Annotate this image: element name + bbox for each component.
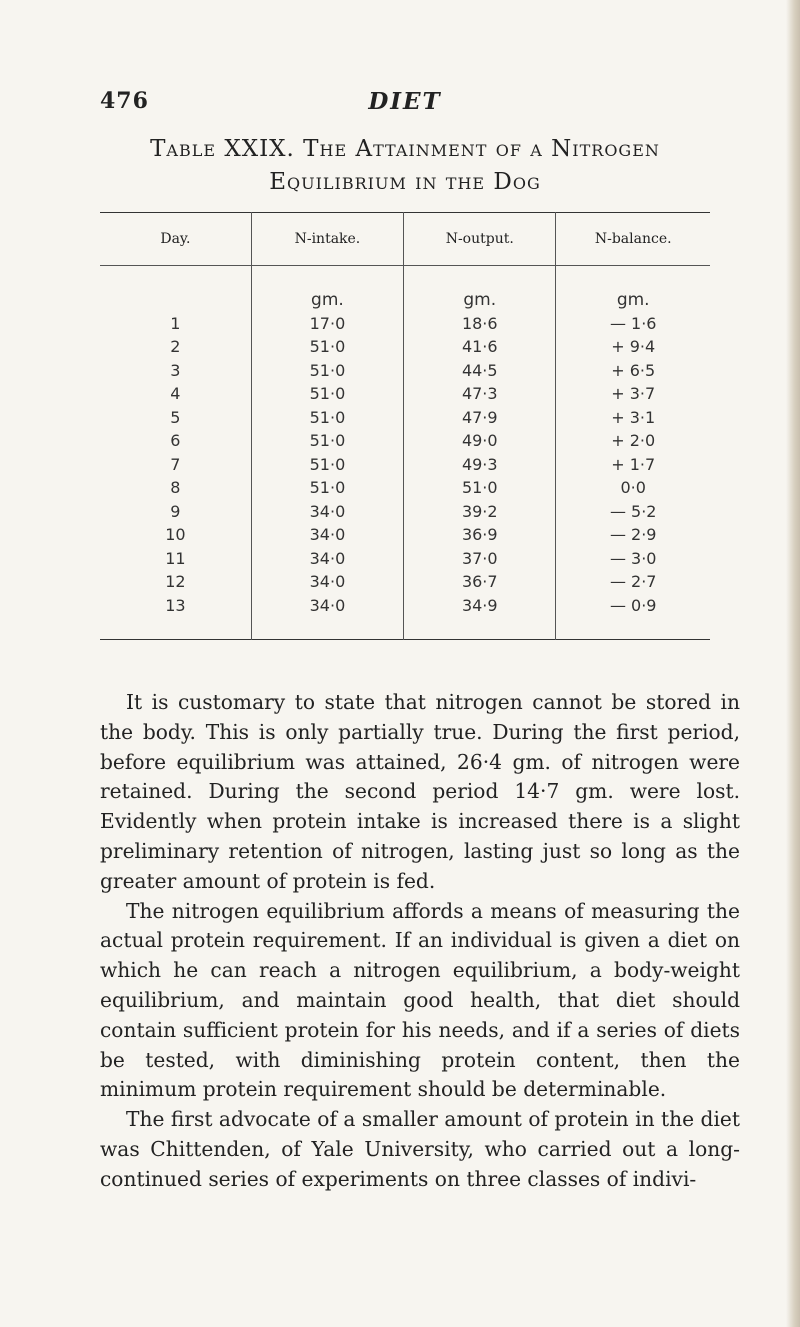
table-title-line-2: Equilibrium in the Dog xyxy=(269,169,541,195)
day-cell: 8 xyxy=(170,478,181,498)
table-row xyxy=(100,547,710,571)
n-intake-cell: 34·0 xyxy=(251,594,403,640)
day-cell: 1 xyxy=(170,313,181,333)
n-balance-cell: + 3·1 xyxy=(556,406,710,430)
n-output-cell: 49·0 xyxy=(404,429,556,453)
n-intake-cell: 34·0 xyxy=(251,570,403,594)
n-intake-cell: 17·0 xyxy=(251,312,403,336)
column-header-n-output: N-output. xyxy=(404,213,556,266)
n-output-cell: 39·2 xyxy=(404,500,556,524)
table-row xyxy=(100,594,710,640)
table-row xyxy=(100,570,710,594)
n-balance-cell: — 0·9 xyxy=(556,594,710,640)
n-balance-cell: — 2·7 xyxy=(556,570,710,594)
table-header-row xyxy=(100,213,710,266)
n-balance-cell: + 3·7 xyxy=(556,382,710,406)
n-intake-cell: 34·0 xyxy=(251,523,403,547)
n-output-cell: 18·6 xyxy=(404,312,556,336)
n-balance-cell: + 2·0 xyxy=(556,429,710,453)
table-row xyxy=(100,312,710,336)
table-row xyxy=(100,523,710,547)
n-intake-cell: 34·0 xyxy=(251,547,403,571)
nitrogen-equilibrium-table xyxy=(100,212,710,640)
n-intake-cell: 51·0 xyxy=(251,335,403,359)
n-intake-cell: 51·0 xyxy=(251,476,403,500)
unit-cell: gm. xyxy=(556,266,710,312)
n-output-cell: 47·3 xyxy=(404,382,556,406)
n-balance-cell: + 9·4 xyxy=(556,335,710,359)
day-cell: 7 xyxy=(170,454,181,474)
column-header-n-balance: N-balance. xyxy=(556,213,710,266)
table-title xyxy=(100,133,710,199)
n-intake-cell: 51·0 xyxy=(251,453,403,477)
n-output-cell: 49·3 xyxy=(404,453,556,477)
unit-cell xyxy=(100,266,251,312)
table-row xyxy=(100,335,710,359)
day-cell: 4 xyxy=(170,384,181,404)
n-balance-cell: 0·0 xyxy=(556,476,710,500)
paragraph: The nitrogen equilibrium affords a means of measuring the actual protein requirement. If an individual is given a diet on which he can reach a nitrogen equilibrium, a body-weight equilibrium, and maintain good health, that diet should contain sufficient protein for his needs, and if a series of diets be tested, with diminishing protein content, then the minimum protein requirement should be determinable. xyxy=(100,898,740,1102)
n-balance-cell: + 1·7 xyxy=(556,453,710,477)
n-intake-cell: 34·0 xyxy=(251,500,403,524)
day-cell: 2 xyxy=(170,337,181,357)
day-cell: 6 xyxy=(170,431,181,451)
running-title: DIET xyxy=(368,88,442,115)
unit-cell: gm. xyxy=(251,266,403,312)
column-header-day: Day. xyxy=(100,213,251,266)
paragraph: The first advocate of a smaller amount of protein in the diet was Chittenden, of Yale University, who carried out a long-continued series of experiments on three classes of indivi- xyxy=(100,1107,740,1191)
n-output-cell: 34·9 xyxy=(404,594,556,640)
n-output-cell: 41·6 xyxy=(404,335,556,359)
table-row xyxy=(100,382,710,406)
n-output-cell: 37·0 xyxy=(404,547,556,571)
day-cell: 11 xyxy=(165,548,186,568)
n-balance-cell: — 2·9 xyxy=(556,523,710,547)
page-number: 476 xyxy=(100,88,149,114)
day-cell: 3 xyxy=(170,360,181,380)
page-header xyxy=(100,88,710,118)
table-row xyxy=(100,476,710,500)
n-balance-cell: + 6·5 xyxy=(556,359,710,383)
units-row xyxy=(100,266,710,312)
table-row xyxy=(100,429,710,453)
table-row xyxy=(100,453,710,477)
n-balance-cell: — 1·6 xyxy=(556,312,710,336)
day-cell: 12 xyxy=(165,572,186,592)
table-row xyxy=(100,359,710,383)
day-cell: 10 xyxy=(165,525,186,545)
n-balance-cell: — 5·2 xyxy=(556,500,710,524)
day-cell: 5 xyxy=(170,407,181,427)
unit-cell: gm. xyxy=(404,266,556,312)
n-output-cell: 51·0 xyxy=(404,476,556,500)
table-title-line-1: Table XXIX. The Attainment of a Nitrogen xyxy=(150,136,660,162)
body-text xyxy=(100,688,740,1195)
n-output-cell: 44·5 xyxy=(404,359,556,383)
table-row xyxy=(100,406,710,430)
day-cell: 9 xyxy=(170,501,181,521)
n-intake-cell: 51·0 xyxy=(251,382,403,406)
n-output-cell: 47·9 xyxy=(404,406,556,430)
n-intake-cell: 51·0 xyxy=(251,429,403,453)
paragraph: It is customary to state that nitrogen cannot be stored in the body. This is only partially true. During the first period, before equilibrium was attained, 26·4 gm. of nitrogen were retained. During the second period 14·7 gm. were lost. Evidently when protein intake is increased there is a slight preliminary retention of nitrogen, lasting just so long as the greater amount of protein is fed. xyxy=(100,690,740,893)
table-row xyxy=(100,500,710,524)
n-output-cell: 36·9 xyxy=(404,523,556,547)
column-header-n-intake: N-intake. xyxy=(251,213,403,266)
n-balance-cell: — 3·0 xyxy=(556,547,710,571)
day-cell: 13 xyxy=(165,595,186,615)
n-intake-cell: 51·0 xyxy=(251,359,403,383)
n-intake-cell: 51·0 xyxy=(251,406,403,430)
page-edge-shadow xyxy=(786,0,800,1327)
n-output-cell: 36·7 xyxy=(404,570,556,594)
